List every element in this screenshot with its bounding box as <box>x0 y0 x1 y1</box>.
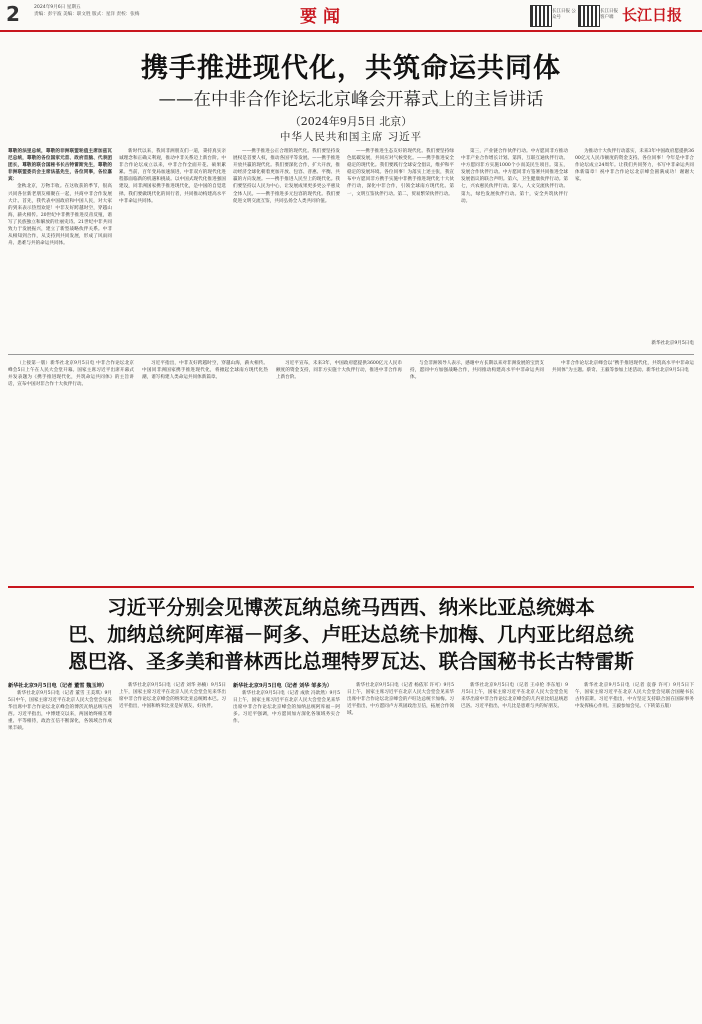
article2-col-2 <box>142 360 268 580</box>
divider-red <box>8 586 694 588</box>
article3-text: 新华社北京9月5日电（记者 董雪 王美琪）9月5日中午，国家主席习近平在北京人民大会堂会见来华出席中非合作论坛北京峰会的博茨瓦纳总统马西西。习近平指出，中博建交以来，两国始终相互尊重、平等相待，政治互信不断深化，各领域合作成果丰硕。 <box>8 691 112 732</box>
page-editors: 责编：彭宇波 美编：职文胜 版式：星洋 责校：张梅 <box>34 12 140 17</box>
article3-title-line2: 巴、加纳总统阿库福－阿多、卢旺达总统卡加梅、几内亚比绍总统 <box>68 623 634 646</box>
article3-subhead: 新华社北京9月5日电（记者 董雪 魏玉坤） <box>8 683 108 689</box>
article1-signoff: 新华社北京9月5日电 <box>651 341 694 346</box>
newspaper-logo: 长江日报 <box>622 6 683 24</box>
article1-text: 第三，产业链合作伙伴行动。中方愿同非方推动中非产业合作增长计划。第四，互联互通伙伴行动。中方愿同非方实施1000个小而美民生项目。第五，发展合作伙伴行动。中方愿同非方签署共同推进全球发展倡议的联合声明。第六，卫生健康伙伴行动。第七，兴农惠民伙伴行动。第八，人文交流伙伴行动。第九，绿色发展伙伴行动。第十，安全共筑伙伴行动。 <box>461 149 568 204</box>
article3-subhead: 新华社北京9月5日电（记者 刘华 邹多为） <box>233 683 333 689</box>
article2-text: 习近平宣布，未来3年，中国政府愿提供3600亿元人民币额度的资金支持，同非方实施十大伙伴行动，推进中非合作再上新台阶。 <box>276 361 402 381</box>
article3-title <box>10 594 692 675</box>
page-date: 2024年9月6日 星期五 <box>34 5 81 10</box>
article3-text: 新华社北京9月5日电（记者 刘华 孙楠）9月5日上午，国家主席习近平在北京人民大会堂会见来华出席中非合作论坛北京峰会的纳米比亚总统姆本巴。习近平指出，中国和纳米比亚是好朋友、好伙伴。 <box>119 683 226 710</box>
article3-text: 新华社北京9月5日电（记者 袁睿 许可）9月5日下午，国家主席习近平在北京人民大会堂会见联合国秘书长古特雷斯。习近平指出，中方坚定支持联合国在国际事务中发挥核心作用。王毅参加会见。（下转第五版） <box>575 683 694 710</box>
article3-title-line1: 习近平分别会见博茨瓦纳总统马西西、纳米比亚总统姆本 <box>107 596 595 619</box>
article2-col-5 <box>552 360 694 580</box>
article1-date: （2024年9月5日 北京） <box>289 115 413 128</box>
article1-title: 携手推进现代化，共筑命运共同体 <box>141 53 561 84</box>
article1-col-6 <box>575 148 694 342</box>
article2-text: 与会非洲领导人表示，感谢中方长期以来对非洲发展的宝贵支持，愿同中方加强战略合作，共同推动构建高水平中非命运共同体。 <box>410 361 544 381</box>
article2-col-1 <box>8 360 134 580</box>
article1-text: 新时代以来，我同非洲朋友们一道，秉持真实亲诚理念和正确义利观，推动中非关系迈上新台阶。中非合作论坛成立以来，中非合作全面开花、硕果累累。当前，百年变局加速演进，中非双方的现代化进程都面临新的机遇和挑战。以中国式现代化推进强国建设，同非洲国家携手推进现代化，是中国的自觉选择。我们要做现代化的同行者，共同推动构建高水平中非命运共同体。 <box>119 149 226 204</box>
section-title: 要闻 <box>300 7 346 27</box>
divider <box>8 354 694 355</box>
article3-col-2 <box>119 682 226 1016</box>
page-meta <box>34 4 139 18</box>
page-number: 2 <box>6 2 20 26</box>
page-header <box>0 0 702 32</box>
qr1-label: 长江日报 公众号 <box>552 9 576 20</box>
article2-col-4 <box>410 360 544 580</box>
article1-col-3 <box>233 148 340 348</box>
article3-col-5 <box>461 682 568 1016</box>
article1-col-4 <box>347 148 454 348</box>
article2-col-3 <box>276 360 402 580</box>
article1-col-1 <box>8 148 112 348</box>
article3-text: 新华社北京9月5日电（记者 杨依军 许可）9月5日上午，国家主席习近平在北京人民大会堂会见来华出席中非合作论坛北京峰会的卢旺达总统卡加梅。习近平指出，中方愿同卢方巩固政治互信，拓展合作领域。 <box>347 683 454 717</box>
article2-text: 中非合作论坛北京峰会以“携手推进现代化，共筑高水平中非命运共同体”为主题。蔡奇、王毅等参加上述活动。新华社北京9月5日电 <box>552 361 694 374</box>
article1-text: 为推动十大伙伴行动落实，未来3年中国政府愿提供3600亿元人民币额度的资金支持。各位同事！今年是中非合作论坛成立24周年。让我们共同努力，书写中非命运共同体新篇章！祝中非合作论坛北京峰会圆满成功！谢谢大家。 <box>575 149 694 183</box>
qr-code-icon[interactable] <box>578 5 600 27</box>
article2-text: （上接第一版）新华社北京9月5日电 中非合作论坛北京峰会5日上午在人民大会堂开幕。国家主席习近平出席开幕式并发表题为《携手推进现代化，共筑命运共同体》的主旨讲话，宣布中国对非合作十大伙伴行动。 <box>8 361 134 388</box>
article3-title-line3: 恩巴洛、圣多美和普林西比总理特罗瓦达、联合国秘书长古特雷斯 <box>68 650 634 673</box>
article1-subtitle: ——在中非合作论坛北京峰会开幕式上的主旨讲话 <box>158 90 544 110</box>
article1-col-5 <box>461 148 568 348</box>
article1-text: ——携手推进公正合理的现代化。我们要坚持发展权是首要人权，推动各国平等发展。——携手推进开放共赢的现代化。我们要深化合作，扩大开放，推动经济全球化朝着更加开放、包容、普惠、平衡、共赢的方向发展。——携手推进人民至上的现代化。我们要坚持以人民为中心，让发展成果更多更公平惠及全体人民。——携手推进多元包容的现代化。我们要促进文明交流互鉴，共同弘扬全人类共同价值。 <box>233 149 340 204</box>
qr2-label: 长江日报 客户端 <box>600 9 618 20</box>
article3-col-6 <box>575 682 694 1016</box>
article1-text: 金秋北京，万物丰收。在这收获的季节，很高兴同各位新老朋友相聚在一起，共商中非合作发展大计。首先，我代表中国政府和中国人民，对大家的到来表示热烈欢迎！中非友好跨越时空，穿越山海，薪火相传。20世纪中非携手推进反帝反殖，谱写了民族独立和解放的壮丽史诗。21世纪中非共同致力于发展振兴，建立了新型战略伙伴关系。中非从相知到合作，从支持到共同发展，形成了风雨同舟、患难与共的命运共同体。 <box>8 184 112 247</box>
article3-text: 新华社北京9月5日电（记者 王卓伦 李东旭）9月5日上午，国家主席习近平在北京人民大会堂会见来华出席中非合作论坛北京峰会的几内亚比绍总统恩巴洛。习近平指出，中几比是患难与共的好朋友。 <box>461 683 568 710</box>
article3-text: 新华社北京9月5日电（记者 成欣 冯歆然）9月5日上午，国家主席习近平在北京人民大会堂会见来华出席中非合作论坛北京峰会的加纳总统阿库福－阿多。习近平强调，中方愿同加方深化各领域务实合作。 <box>233 691 340 725</box>
article3-col-4 <box>347 682 454 1016</box>
qr-code-icon[interactable] <box>530 5 552 27</box>
article3-col-3 <box>233 682 340 1016</box>
article1-col-2 <box>119 148 226 348</box>
article2-text: 习近平指出，中非友好跨越时空，穿越山海，薪火相传。中国同非洲国家携手推进现代化，将掀起全球南方现代化热潮，谱写构建人类命运共同体新篇章。 <box>142 361 268 381</box>
article3-col-1 <box>8 682 112 1016</box>
article1-text: ——携手推进生态友好的现代化。我们要坚持绿色低碳发展，共同应对气候变化。——携手推进安全稳定的现代化。我们要践行全球安全倡议，维护和平稳定的发展环境。各位同事！为落实上述主张，我宣布中方愿同非方携手实施中非携手推进现代化十大伙伴行动，深化中非合作，引领全球南方现代化。第一，文明互鉴伙伴行动。第二，贸易繁荣伙伴行动。 <box>347 149 454 197</box>
article1-byline: 中华人民共和国主席 习近平 <box>279 131 423 143</box>
article1-greeting: 尊敬的法里总统，尊敬的非洲联盟轮值主席加兹瓦尼总统，尊敬的各位国家元首、政府首脑、代表团团长，尊敬的联合国秘书长古特雷斯先生，尊敬的非洲联盟委员会主席法基先生，各位同事，各位嘉宾： <box>8 149 112 183</box>
